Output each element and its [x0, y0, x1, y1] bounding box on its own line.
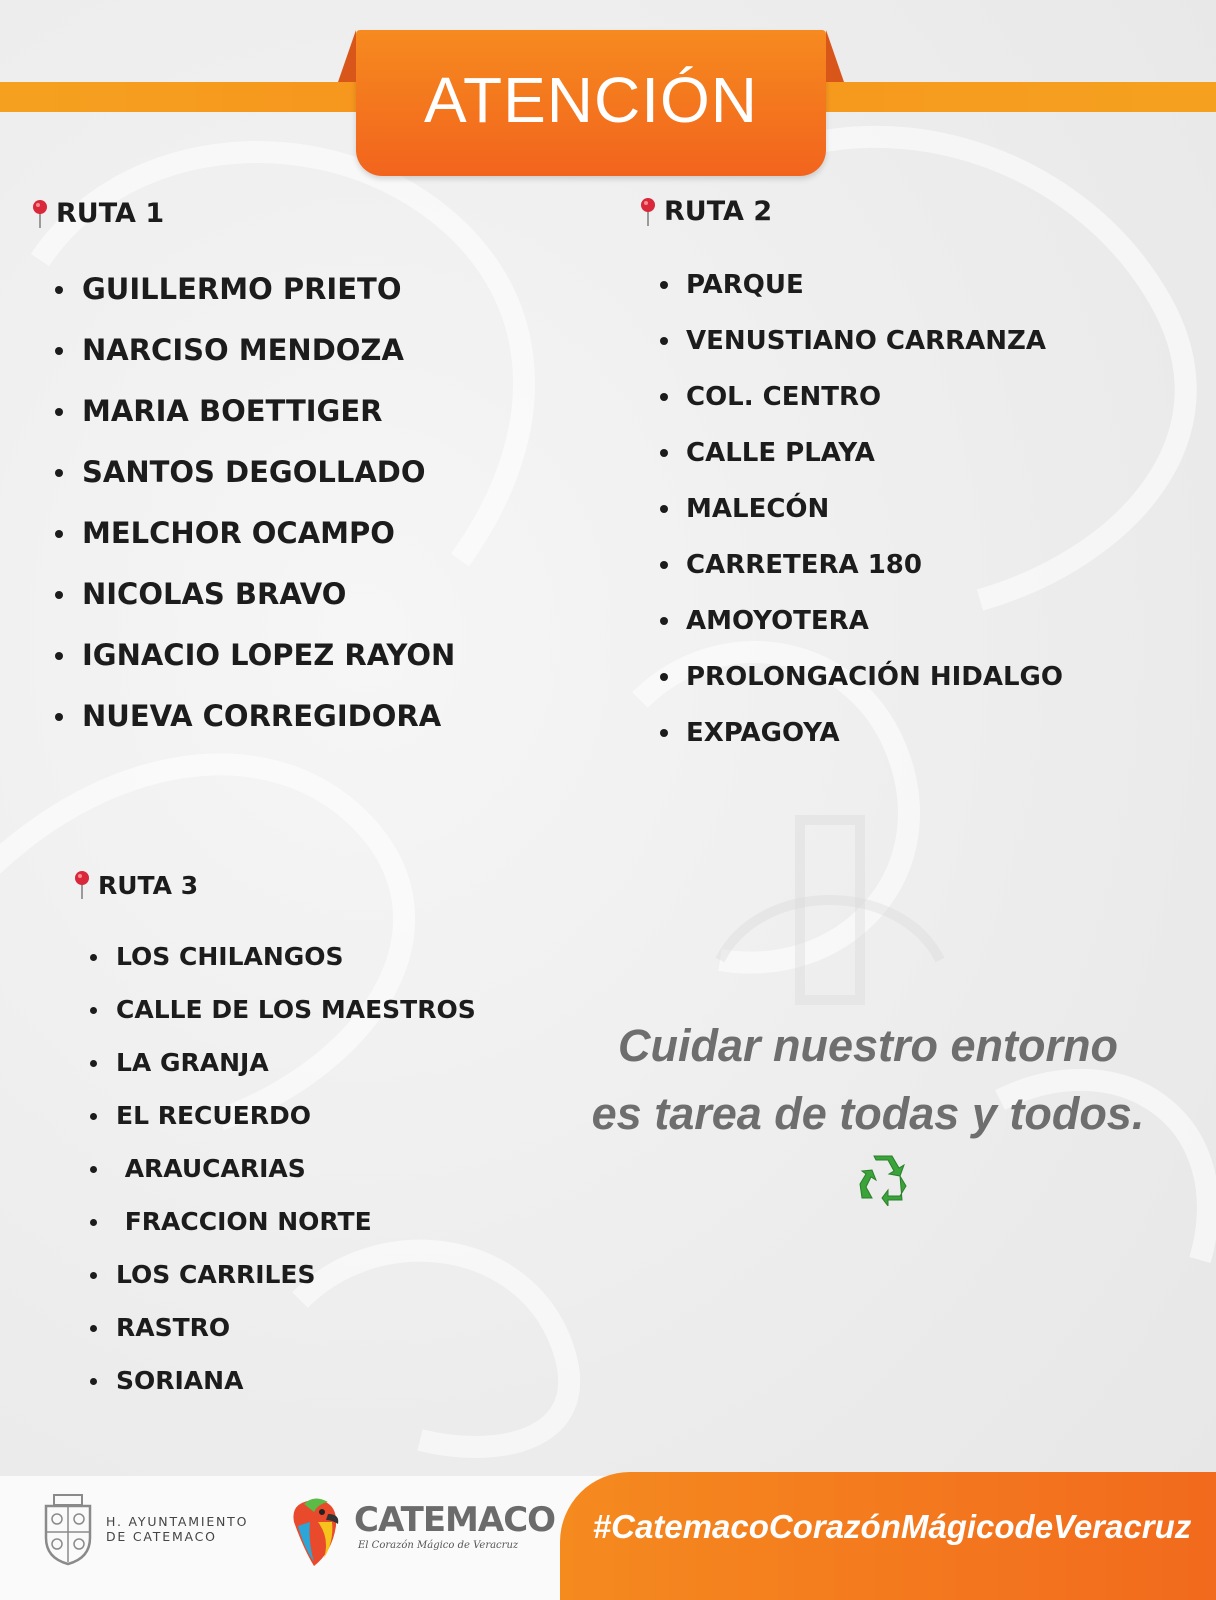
map-pin-icon — [30, 199, 50, 229]
stop-item: AMOYOTERA — [686, 593, 1063, 649]
brand-tagline: El Corazón Mágico de Veracruz — [358, 1540, 519, 1551]
title-banner — [356, 30, 826, 176]
stop-item: PROLONGACIÓN HIDALGO — [686, 649, 1063, 705]
ayuntamiento-label — [106, 1514, 248, 1544]
stop-item: EL RECUERDO — [116, 1089, 476, 1142]
stop-item: NUEVA CORREGIDORA — [82, 686, 455, 747]
route-label: RUTA 3 — [98, 870, 199, 900]
stop-item: VENUSTIANO CARRANZA — [686, 313, 1063, 369]
stop-item: EXPAGOYA — [686, 705, 1063, 761]
parrot-logo-icon — [284, 1492, 350, 1570]
stop-item: MARIA BOETTIGER — [82, 381, 455, 442]
stop-item: CALLE DE LOS MAESTROS — [116, 983, 476, 1036]
route-heading — [72, 870, 476, 900]
motto-line: es tarea de todas y todos. — [591, 1088, 1145, 1139]
stop-item: SANTOS DEGOLLADO — [82, 442, 455, 503]
motto-line: Cuidar nuestro entorno — [617, 1020, 1118, 1071]
stop-item: SORIANA — [116, 1354, 476, 1407]
catemaco-brand: CATEMACO — [354, 1500, 556, 1540]
stop-item: NARCISO MENDOZA — [82, 320, 455, 381]
stop-item: MALECÓN — [686, 481, 1063, 537]
stop-item: PARQUE — [686, 257, 1063, 313]
route-heading — [30, 198, 455, 229]
stop-list — [686, 257, 1063, 761]
route-heading — [638, 196, 1063, 227]
route-2 — [638, 196, 1063, 761]
stop-item: RASTRO — [116, 1301, 476, 1354]
stop-item: COL. CENTRO — [686, 369, 1063, 425]
route-label: RUTA 1 — [56, 198, 165, 229]
stop-item: LA GRANJA — [116, 1036, 476, 1089]
stop-item: NICOLAS BRAVO — [82, 564, 455, 625]
stop-item: CALLE PLAYA — [686, 425, 1063, 481]
stop-item: LOS CHILANGOS — [116, 930, 476, 983]
stop-item: LOS CARRILES — [116, 1248, 476, 1301]
stop-item: GUILLERMO PRIETO — [82, 259, 455, 320]
map-pin-icon — [638, 197, 658, 227]
stop-item: CARRETERA 180 — [686, 537, 1063, 593]
hashtag-text: #CatemacoCorazónMágicodeVeracruz — [592, 1508, 1192, 1545]
route-1 — [30, 198, 455, 747]
route-3 — [72, 870, 476, 1407]
municipal-crest-icon — [40, 1492, 96, 1566]
stop-item: MELCHOR OCAMPO — [82, 503, 455, 564]
motto-text — [548, 1012, 1188, 1148]
ayuntamiento-line: DE CATEMACO — [106, 1529, 217, 1544]
stop-list — [82, 259, 455, 747]
stop-item: IGNACIO LOPEZ RAYON — [82, 625, 455, 686]
recycle-icon — [856, 1154, 908, 1206]
page-title: ATENCIÓN — [424, 64, 758, 136]
route-label: RUTA 2 — [664, 196, 773, 227]
stop-item: FRACCION NORTE — [116, 1195, 476, 1248]
map-pin-icon — [72, 870, 92, 900]
stop-item: ARAUCARIAS — [116, 1142, 476, 1195]
ayuntamiento-line: H. AYUNTAMIENTO — [106, 1514, 249, 1529]
stop-list — [116, 930, 476, 1407]
